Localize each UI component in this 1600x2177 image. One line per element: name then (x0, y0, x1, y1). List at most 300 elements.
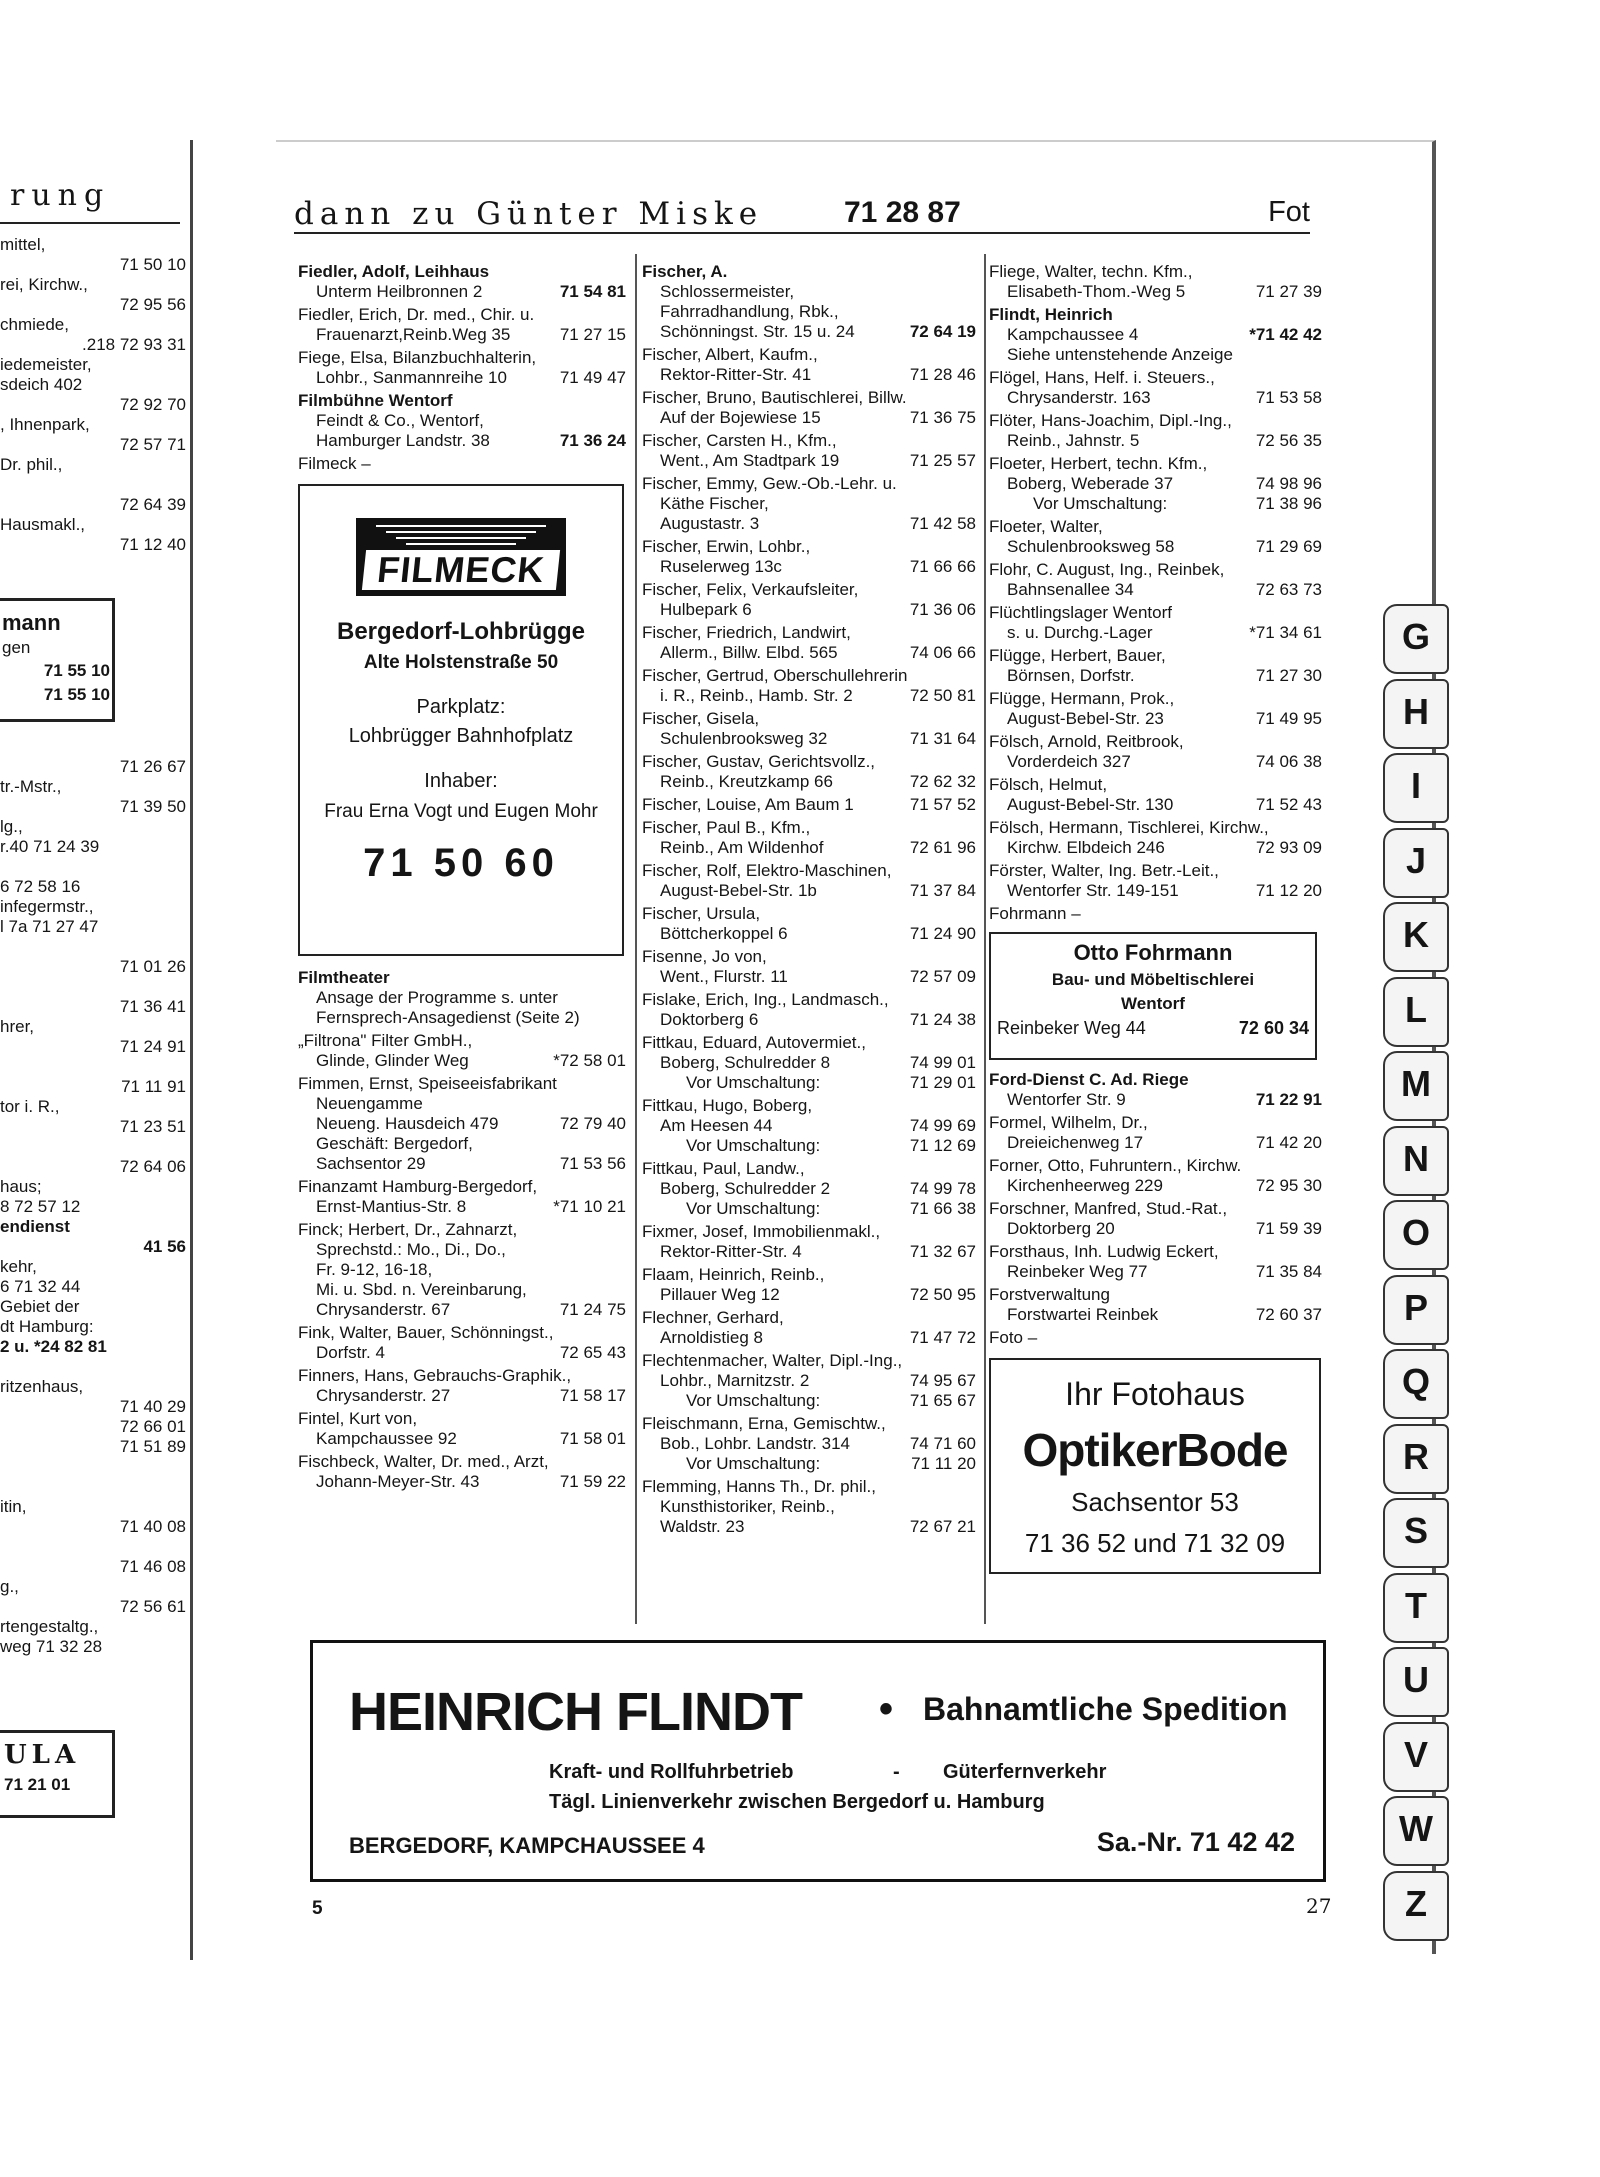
entry-phone: 74 06 38 (1255, 752, 1322, 771)
entry-line (642, 1136, 976, 1156)
entry-line (989, 454, 1322, 474)
entry-phone: 74 99 78 (909, 1179, 976, 1198)
entry-phone: 72 60 37 (1255, 1305, 1322, 1324)
entry-phone: 71 66 66 (909, 557, 976, 576)
entry-line (989, 603, 1322, 623)
entry-detail: Glinde, Glinder Weg (316, 1051, 469, 1070)
entry-detail: Schönningst. Str. 15 u. 24 (660, 322, 855, 341)
tab-v[interactable]: V (1383, 1722, 1449, 1792)
entry-line (298, 1300, 626, 1320)
column-3 (989, 262, 1322, 1574)
entry-detail: Unterm Heilbronnen 2 (316, 282, 483, 301)
entry-line (642, 861, 976, 881)
directory-entry (989, 603, 1322, 643)
prev-page-line: endienst (0, 1217, 70, 1236)
directory-entry (642, 752, 976, 792)
entry-line (642, 600, 976, 620)
entry-phone: 72 93 09 (1255, 838, 1322, 857)
tab-i[interactable]: I (1383, 753, 1449, 823)
entry-name: Fischer, Gustav, Gerichtsvollz., (642, 752, 876, 771)
entry-line (989, 904, 1322, 924)
fohrmann-phone: 72 60 34 (1238, 1018, 1309, 1038)
col3-entries-a (989, 262, 1322, 924)
entry-detail: Reinbeker Weg 77 (1007, 1262, 1148, 1281)
filmeck-logo (356, 518, 566, 596)
entry-name: Flügge, Herbert, Bauer, (989, 646, 1166, 665)
entry-detail: Chrysanderstr. 163 (1007, 388, 1151, 407)
prev-page-line: haus; (0, 1177, 42, 1196)
directory-entry (989, 1328, 1322, 1348)
entry-phone: 72 65 43 (559, 1343, 626, 1362)
prev-page-line: dt Hamburg: (0, 1317, 94, 1336)
entry-line (989, 1219, 1322, 1239)
entry-line (642, 1497, 976, 1517)
directory-entry (642, 1477, 976, 1537)
entry-phone: 72 56 35 (1255, 431, 1322, 450)
tab-p[interactable]: P (1383, 1275, 1449, 1345)
entry-detail: Doktorberg 20 (1007, 1219, 1115, 1238)
entry-line (298, 1177, 626, 1197)
entry-name: Fohrmann – (989, 904, 1081, 923)
entry-line (298, 1240, 626, 1260)
flindt-sa-nr: Sa.-Nr. 71 42 42 (1096, 1827, 1295, 1857)
entry-line (298, 391, 626, 411)
fohrmann-address-row (991, 1018, 1315, 1040)
entry-phone: 71 36 75 (909, 408, 976, 427)
entry-line (642, 1159, 976, 1179)
entry-phone: 71 47 72 (909, 1328, 976, 1347)
entry-detail: Allerm., Billw. Elbd. 565 (660, 643, 838, 662)
entry-line (989, 474, 1322, 494)
directory-entry (298, 1220, 626, 1320)
entry-line (298, 1094, 626, 1114)
entry-line (989, 732, 1322, 752)
entry-line (298, 968, 626, 988)
entry-line (989, 1285, 1322, 1305)
directory-entry (989, 1199, 1322, 1239)
entry-name: Fischer, Carsten H., Kfm., (642, 431, 837, 450)
column-2 (642, 262, 976, 1540)
directory-entry (642, 861, 976, 901)
entry-line (989, 560, 1322, 580)
prev-page-line: 71 12 40 (119, 535, 186, 554)
entry-detail: Reinb., Am Wildenhof (660, 838, 824, 857)
entry-detail: Kirchw. Elbdeich 246 (1007, 838, 1165, 857)
entry-line (989, 818, 1322, 838)
prev-page-line: 71 50 10 (119, 255, 186, 274)
entry-name: Fölsch, Arnold, Reitbrook, (989, 732, 1184, 751)
prev-page-line: 71 39 50 (119, 797, 186, 816)
page-header (294, 196, 1310, 234)
entry-line (298, 305, 626, 325)
entry-phone: 71 29 01 (909, 1073, 976, 1092)
entry-phone: 71 53 58 (1255, 388, 1322, 407)
bode-line1: Ihr Fotohaus (1065, 1376, 1245, 1412)
tab-o[interactable]: O (1383, 1200, 1449, 1270)
prev-page-line: 71 36 41 (119, 997, 186, 1016)
entry-line (298, 1220, 626, 1240)
entry-name: Fixmer, Josef, Immobilienmakl., (642, 1222, 881, 1241)
prev-page-line: .218 72 93 31 (82, 335, 186, 354)
entry-line (989, 1242, 1322, 1262)
entry-line (642, 881, 976, 901)
entry-line (642, 431, 976, 451)
prev-page-box (0, 598, 115, 722)
entry-phone: 71 42 58 (909, 514, 976, 533)
filmeck-owners: Frau Erna Vogt und Eugen Mohr (324, 801, 598, 822)
entry-detail: Geschäft: Bergedorf, (316, 1134, 473, 1153)
entry-detail: Elisabeth-Thom.-Weg 5 (1007, 282, 1186, 301)
entry-name: Flöter, Hans-Joachim, Dipl.-Ing., (989, 411, 1232, 430)
directory-entry (989, 1070, 1322, 1110)
entry-name: Fischer, Albert, Kaufm., (642, 345, 818, 364)
tab-h[interactable]: H (1383, 679, 1449, 749)
tab-u[interactable]: U (1383, 1647, 1449, 1717)
entry-detail: Kunsthistoriker, Reinb., (660, 1497, 835, 1516)
entry-line (642, 1517, 976, 1537)
entry-line (989, 388, 1322, 408)
entry-line (642, 623, 976, 643)
entry-line (642, 1434, 976, 1454)
entry-phone: 71 29 69 (1255, 537, 1322, 556)
prev-page-line: 71 46 08 (119, 1557, 186, 1576)
entry-detail: Doktorberg 6 (660, 1010, 759, 1029)
entry-detail: Sprechstd.: Mo., Di., Do., (316, 1240, 506, 1259)
entry-name: Finanzamt Hamburg-Bergedorf, (298, 1177, 538, 1196)
entry-phone: 74 99 69 (909, 1116, 976, 1135)
entry-line (989, 1328, 1322, 1348)
entry-line (642, 282, 976, 302)
entry-line (642, 729, 976, 749)
entry-phone: 71 42 20 (1255, 1133, 1322, 1152)
entry-line (642, 772, 976, 792)
entry-phone: 72 63 73 (1255, 580, 1322, 599)
prev-header-rule (0, 222, 180, 224)
prev-page-line: tor i. R., (0, 1097, 60, 1116)
entry-name: Fleischmann, Erna, Gemischtw., (642, 1414, 886, 1433)
entry-phone: 71 49 95 (1255, 709, 1322, 728)
entry-name: Fölsch, Helmut, (989, 775, 1108, 794)
entry-detail: Fernsprech-Ansagedienst (Seite 2) (316, 1008, 580, 1027)
prev-page-line: 72 66 01 (119, 1417, 186, 1436)
col2-entries (642, 262, 976, 1537)
header-title: dann zu Günter Miske (294, 196, 764, 232)
directory-entry (642, 580, 976, 620)
entry-phone: 71 57 52 (909, 795, 976, 814)
tab-n[interactable]: N (1383, 1126, 1449, 1196)
fohrmann-line2: Wentorf (1121, 994, 1185, 1013)
entry-detail: Augustastr. 3 (660, 514, 760, 533)
entry-phone: 71 38 96 (1255, 494, 1322, 513)
entry-line (642, 1033, 976, 1053)
fohrmann-name: Otto Fohrmann (1073, 940, 1233, 965)
directory-entry (642, 388, 976, 428)
tab-l[interactable]: L (1383, 977, 1449, 1047)
entry-name: Fischer, Louise, Am Baum 1 (642, 795, 854, 814)
entry-phone: 71 27 30 (1255, 666, 1322, 685)
entry-name: Fittkau, Hugo, Boberg, (642, 1096, 813, 1115)
entry-line (989, 795, 1322, 815)
entry-detail: Vor Umschaltung: (686, 1454, 821, 1473)
entry-line (298, 454, 626, 474)
entry-detail: Vor Umschaltung: (1033, 494, 1168, 513)
tab-j[interactable]: J (1383, 828, 1449, 898)
tab-k[interactable]: K (1383, 902, 1449, 972)
entry-line (989, 666, 1322, 686)
entry-phone: 71 58 17 (559, 1386, 626, 1405)
directory-entry (298, 391, 626, 451)
entry-name: Fiedler, Erich, Dr. med., Chir. u. (298, 305, 535, 324)
entry-detail: Went., Am Stadtpark 19 (660, 451, 840, 470)
entry-detail: Kampchaussee 4 (1007, 325, 1139, 344)
entry-name: Fölsch, Hermann, Tischlerei, Kirchw., (989, 818, 1269, 837)
prev-page-box-2 (0, 1730, 115, 1818)
directory-entry (642, 1265, 976, 1305)
prev-page-line: lg., (0, 817, 23, 836)
prev-page-line: iedemeister, (0, 355, 92, 374)
entry-name: Filmtheater (298, 968, 390, 987)
entry-detail: Wentorfer Str. 149-151 (1007, 881, 1179, 900)
entry-name: Floeter, Walter, (989, 517, 1103, 536)
entry-line (298, 1386, 626, 1406)
entry-line (642, 643, 976, 663)
directory-entry (989, 305, 1322, 365)
entry-name: „Filtrona" Filter GmbH., (298, 1031, 473, 1050)
prev-page-line: 6 72 58 16 (0, 877, 81, 896)
entry-line (989, 517, 1322, 537)
tab-r[interactable]: R (1383, 1424, 1449, 1494)
entry-phone: 71 31 64 (909, 729, 976, 748)
entry-line (642, 494, 976, 514)
entry-line (989, 881, 1322, 901)
entry-line (298, 1008, 626, 1028)
entry-line (642, 1242, 976, 1262)
prev-page-line: Gebiet der (0, 1297, 80, 1316)
col3-entries-b (989, 1070, 1322, 1348)
flindt-line1a: Kraft- und Rollfuhrbetrieb (549, 1761, 794, 1783)
entry-phone: *71 10 21 (553, 1197, 626, 1216)
entry-line (642, 408, 976, 428)
directory-entry (642, 431, 976, 471)
entry-line (989, 262, 1322, 282)
filmeck-parking-label: Parkplatz: (416, 696, 506, 718)
previous-page-strip (0, 140, 193, 1960)
prev-page-line: , Ihnenpark, (0, 415, 90, 434)
entry-line (989, 1090, 1322, 1110)
entry-detail: Fr. 9-12, 16-18, (316, 1260, 433, 1279)
entry-detail: Bob., Lohbr. Landstr. 314 (660, 1434, 850, 1453)
directory-entry (642, 990, 976, 1030)
entry-phone: 71 36 06 (909, 600, 976, 619)
prev-page-line: 72 64 06 (119, 1157, 186, 1176)
bode-street: Sachsentor 53 (1071, 1487, 1239, 1517)
entry-phone: *71 34 61 (1249, 623, 1322, 642)
entry-detail: Wentorfer Str. 9 (1007, 1090, 1126, 1109)
entry-line (298, 1051, 626, 1071)
entry-phone: 71 28 46 (909, 365, 976, 384)
entry-name: Fischer, A. (642, 262, 728, 281)
entry-line (298, 325, 626, 345)
entry-line (298, 1197, 626, 1217)
directory-entry (298, 1074, 626, 1174)
entry-line (298, 1154, 626, 1174)
entry-detail: Went., Flurstr. 11 (660, 967, 788, 986)
directory-entry (989, 1285, 1322, 1325)
entry-detail: Neuengamme (316, 1094, 423, 1113)
entry-line (642, 709, 976, 729)
flindt-dot: • (879, 1687, 894, 1731)
directory-entry (642, 1222, 976, 1262)
optiker-bode-ad (989, 1358, 1321, 1574)
entry-line (642, 388, 976, 408)
flindt-name: HEINRICH FLINDT (349, 1682, 802, 1742)
entry-line (642, 1053, 976, 1073)
entry-line (989, 1199, 1322, 1219)
entry-line (989, 305, 1322, 325)
directory-entry (642, 818, 976, 858)
directory-entry (298, 1409, 626, 1449)
tab-s[interactable]: S (1383, 1498, 1449, 1568)
prev-page-line: 6 71 32 44 (0, 1277, 81, 1296)
col1-entries-a (298, 262, 626, 474)
tab-t[interactable]: T (1383, 1573, 1449, 1643)
entry-line (989, 1305, 1322, 1325)
entry-phone: 71 12 69 (909, 1136, 976, 1155)
entry-phone: 71 52 43 (1255, 795, 1322, 814)
entry-detail: Boberg, Schulredder 2 (660, 1179, 831, 1198)
entry-phone: 72 79 40 (559, 1114, 626, 1133)
filmeck-logo-text: FILMECK (362, 550, 560, 590)
directory-entry (298, 1366, 626, 1406)
entry-line (298, 1260, 626, 1280)
tab-m[interactable]: M (1383, 1051, 1449, 1121)
entry-name: Fischer, Ursula, (642, 904, 761, 923)
entry-line (642, 1222, 976, 1242)
entry-name: Fintel, Kurt von, (298, 1409, 418, 1428)
prev-page-line: 41 56 (143, 1237, 186, 1256)
entry-phone: 72 64 19 (909, 322, 976, 341)
entry-name: Fliege, Walter, techn. Kfm., (989, 262, 1193, 281)
entry-line (298, 1114, 626, 1134)
bode-name: OptikerBode (1022, 1424, 1288, 1476)
entry-line (298, 431, 626, 451)
entry-detail: Hulbepark 6 (660, 600, 752, 619)
entry-phone: 71 24 75 (559, 1300, 626, 1319)
entry-detail: Schlossermeister, (660, 282, 795, 301)
entry-name: Flaam, Heinrich, Reinb., (642, 1265, 825, 1284)
directory-entry (642, 709, 976, 749)
entry-name: Fittkau, Paul, Landw., (642, 1159, 805, 1178)
entry-phone: *72 58 01 (553, 1051, 626, 1070)
directory-entry (642, 1096, 976, 1156)
prev-page-line: 71 40 29 (119, 1397, 186, 1416)
entry-name: Fink, Walter, Bauer, Schönningst., (298, 1323, 554, 1342)
entry-line (642, 1371, 976, 1391)
entry-name: Forsthaus, Inh. Ludwig Eckert, (989, 1242, 1219, 1261)
filmeck-owner-label: Inhaber: (424, 770, 498, 792)
entry-detail: Boberg, Schulredder 8 (660, 1053, 831, 1072)
entry-phone: 71 59 22 (559, 1472, 626, 1491)
entry-name: Flindt, Heinrich (989, 305, 1113, 324)
entry-line (298, 1280, 626, 1300)
entry-detail: Feindt & Co., Wentorf, (316, 411, 484, 430)
tab-q[interactable]: Q (1383, 1349, 1449, 1419)
tab-z[interactable]: Z (1383, 1871, 1449, 1941)
entry-name: Fischer, Emmy, Gew.-Ob.-Lehr. u. (642, 474, 897, 493)
entry-line (642, 924, 976, 944)
tab-g[interactable]: G (1383, 604, 1449, 674)
entry-phone: 71 35 84 (1255, 1262, 1322, 1281)
entry-name: Fittkau, Eduard, Autovermiet., (642, 1033, 866, 1052)
prev-box2-title: ULA (4, 1740, 81, 1770)
entry-line (298, 262, 626, 282)
prev-page-line: 72 95 56 (119, 295, 186, 314)
entry-line (642, 1454, 976, 1474)
entry-line (989, 861, 1322, 881)
entry-detail: Forstwartei Reinbek (1007, 1305, 1159, 1324)
entry-phone: 74 95 67 (909, 1371, 976, 1390)
entry-name: Flohr, C. August, Ing., Reinbek, (989, 560, 1225, 579)
entry-name: Flügge, Hermann, Prok., (989, 689, 1175, 708)
entry-line (642, 474, 976, 494)
entry-line (642, 1199, 976, 1219)
entry-detail: Hamburger Landstr. 38 (316, 431, 490, 450)
entry-detail: Vor Umschaltung: (686, 1136, 821, 1155)
entry-line (989, 1156, 1322, 1176)
prev-box2-phone: 71 21 01 (4, 1775, 71, 1794)
entry-detail: Böttcherkoppel 6 (660, 924, 788, 943)
entry-name: Fischer, Gisela, (642, 709, 760, 728)
flindt-line1c: Güterfernverkehr (943, 1761, 1107, 1783)
entry-name: Fiege, Elsa, Bilanzbuchhalterin, (298, 348, 537, 367)
entry-line (642, 1414, 976, 1434)
prev-page-heading: rung (10, 178, 111, 213)
prev-page-line: weg 71 32 28 (0, 1637, 103, 1656)
entry-line (298, 1409, 626, 1429)
header-phone: 71 28 87 (844, 196, 961, 229)
entry-line (642, 752, 976, 772)
entry-line (989, 368, 1322, 388)
directory-entry (989, 560, 1322, 600)
entry-detail: Rektor-Ritter-Str. 41 (660, 365, 812, 384)
entry-line (989, 752, 1322, 772)
column-1 (298, 262, 626, 1495)
page-number: 27 (1306, 1894, 1332, 1918)
directory-entry (989, 646, 1322, 686)
entry-line (642, 838, 976, 858)
entry-line (298, 1323, 626, 1343)
entry-phone: 72 61 96 (909, 838, 976, 857)
entry-phone: 71 22 91 (1255, 1090, 1322, 1109)
entry-detail: Chrysanderstr. 27 (316, 1386, 451, 1405)
entry-line (642, 262, 976, 282)
entry-phone: 71 11 20 (911, 1454, 976, 1473)
prev-page-line: 72 92 70 (119, 395, 186, 414)
tab-w[interactable]: W (1383, 1796, 1449, 1866)
flindt-line1b: - (893, 1761, 900, 1783)
entry-line (642, 686, 976, 706)
directory-entry (989, 732, 1322, 772)
entry-line (642, 514, 976, 534)
entry-line (298, 1074, 626, 1094)
entry-name: Förster, Walter, Ing. Betr.-Leit., (989, 861, 1219, 880)
directory-entry (642, 262, 976, 342)
entry-line (989, 623, 1322, 643)
entry-line (642, 1285, 976, 1305)
entry-detail: Johann-Meyer-Str. 43 (316, 1472, 480, 1491)
entry-line (989, 709, 1322, 729)
entry-phone: 71 59 39 (1255, 1219, 1322, 1238)
